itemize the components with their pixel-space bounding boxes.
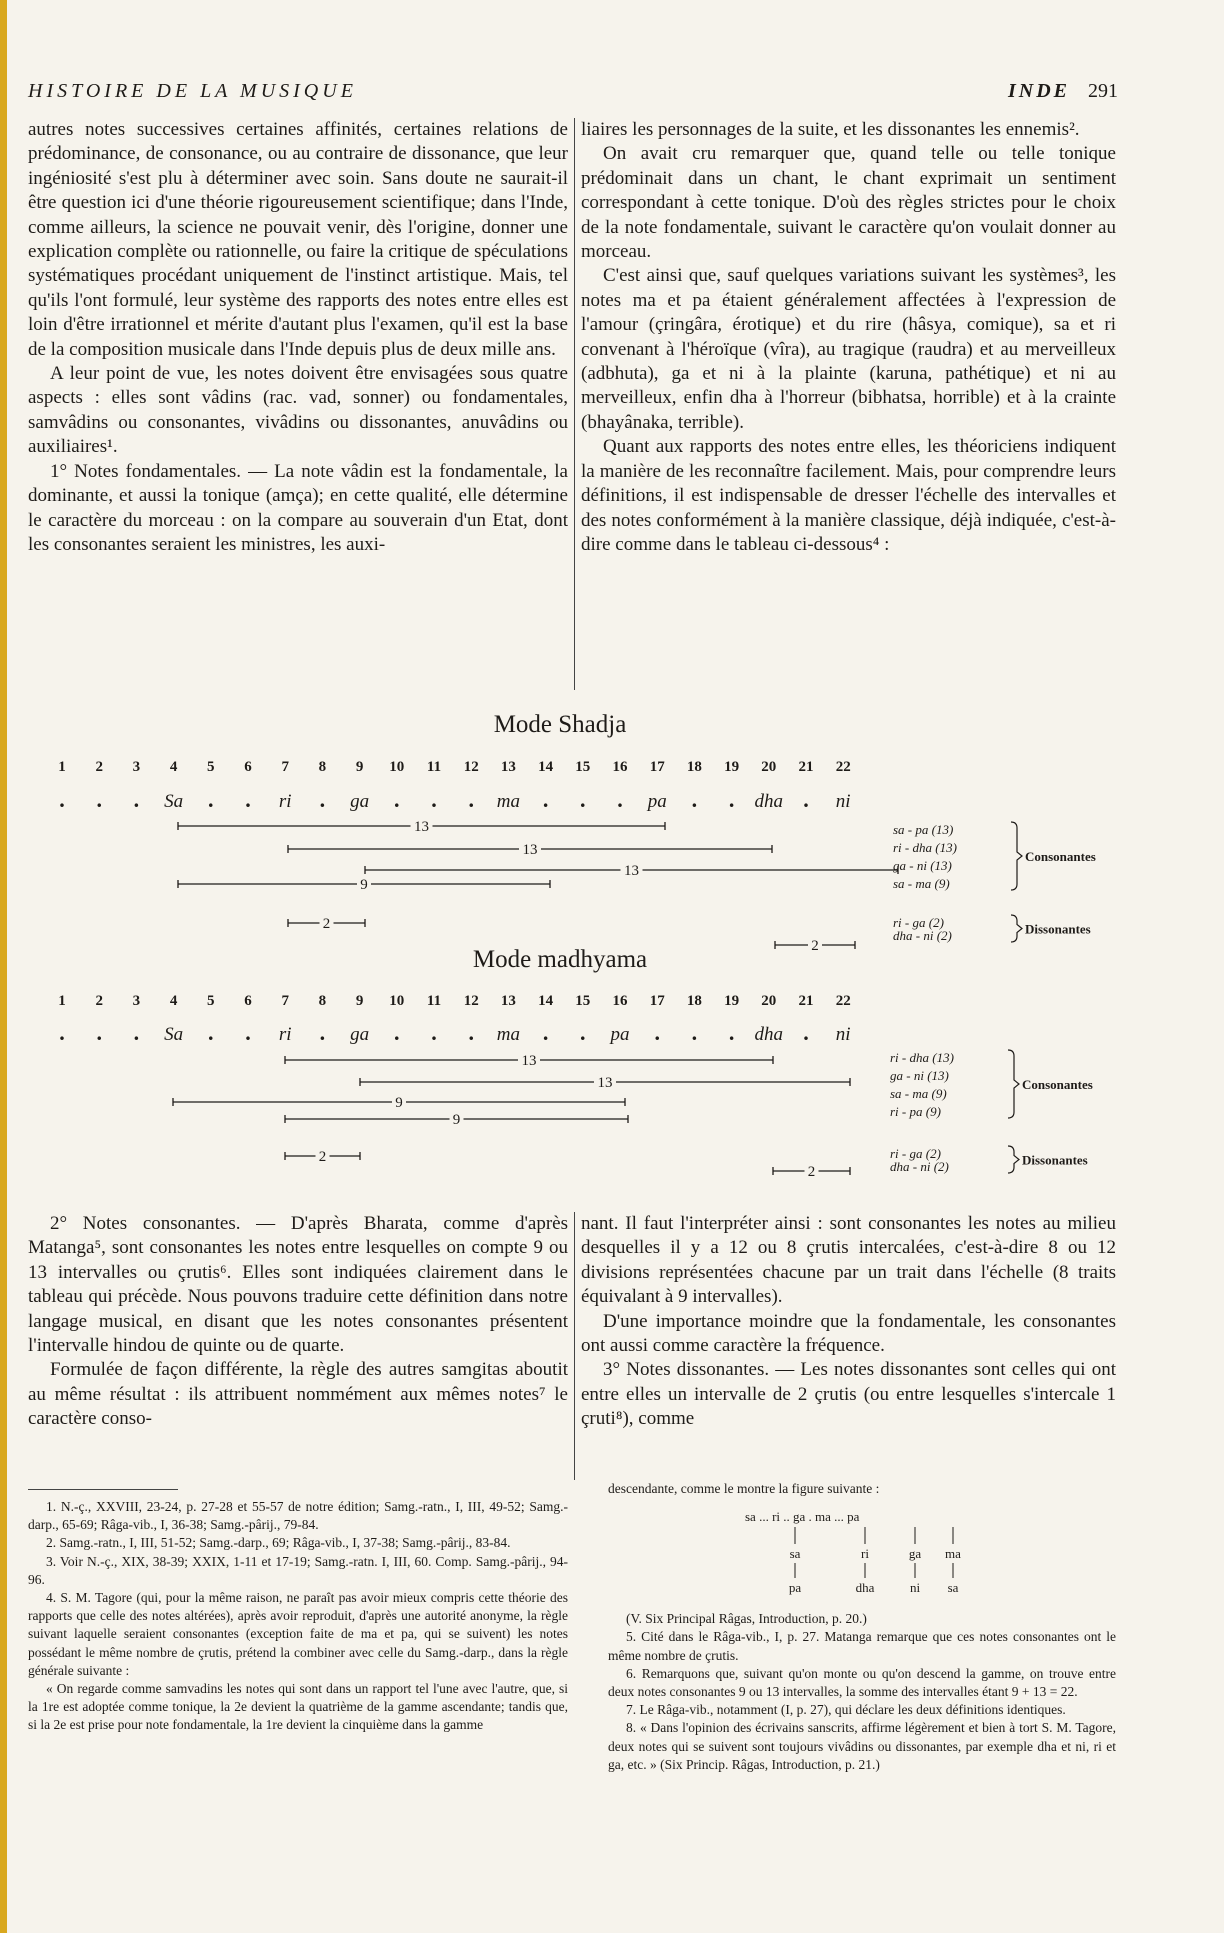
mode1-notes [59, 787, 850, 812]
scale-dot: . [319, 1020, 326, 1045]
interval-label: 2 [322, 916, 331, 932]
note-pair: sa - pa (13) [893, 822, 954, 837]
mini-scale-figure [745, 1508, 975, 1596]
note-pair: ri - pa (9) [890, 1104, 941, 1119]
scale-dot: . [96, 787, 102, 812]
note-pair: ga - ni (13) [890, 1068, 949, 1083]
mini-note: sa [789, 1546, 801, 1561]
scale-number: 18 [686, 759, 702, 775]
mode2-numbers [58, 993, 850, 1009]
scale-number: 1 [58, 993, 66, 1009]
scale-number: 22 [835, 993, 851, 1009]
pair-group-label: Dissonantes [1022, 1152, 1088, 1168]
paragraph: 2° Notes consonantes. — D'après Bharata, comme d'après Matanga⁵, sont consonantes les notes entre lesquelles on compte 9 ou 13 intervalles ou çrutis⁶. Elles sont indiquées clairement dans le tableau qui précède. Nous pouvons traduire cette définition dans notre langage musical, en disant que les notes consonantes présentent l'intervalle hindou de quinte ou de quarte. [28, 1213, 568, 1357]
scale-dot: . [580, 1020, 586, 1045]
mode1-interval-lines [178, 817, 898, 954]
scale-number: 12 [463, 759, 479, 775]
footnote: 6. Remarquons que, suivant qu'on monte ou qu'on descend la gamme, on trouve entre deux notes consonantes 9 ou 13 intervalles, la somme des intervalles étant 9 + 13 = 22. [608, 1665, 1116, 1700]
note-pair: ri - dha (13) [890, 1050, 954, 1065]
footnote: 4. S. M. Tagore (qui, pour la même raison, ne paraît pas avoir mieux compris cette théorie des rapports que celle des notes altérées), après avoir reproduit, d'après une autorité anonyme, la règle suivant laquelle seraient consonantes (exception faite de ma et pa, qui se suivent) les notes possédant le même nombre de çrutis, prétend la combiner avec celle du Samg.-darp., dans la règle générale suivante : [28, 1590, 568, 1678]
pair-group-label: Consonantes [1025, 849, 1096, 864]
pair-group-label: Consonantes [1022, 1077, 1093, 1092]
mini-note: pa [788, 1580, 802, 1595]
mini-bottom-row [789, 1580, 959, 1595]
scale-number: 9 [355, 759, 364, 775]
note-pair: sa - ma (9) [893, 876, 950, 891]
footnotes-left [28, 1498, 568, 1735]
column-rule [574, 118, 575, 690]
scale-dot: . [245, 787, 251, 812]
scale-number: 16 [612, 759, 628, 775]
scale-note: ni [835, 791, 851, 812]
scale-dot: . [208, 787, 214, 812]
footnote: 1. N.-ç., XXVIII, 23-24, p. 27-28 et 55-57 de notre édition; Samg.-ratn., I, III, 49-52; Samg.-darp., 65-69; Râga-vib., I, 36-38; Samg.-pârij., 79-84. [28, 1499, 568, 1533]
mode1-pairs [893, 822, 1096, 943]
note-pair: dha - ni (2) [893, 928, 952, 943]
scale-number: 17 [649, 759, 665, 775]
scale-dot: . [728, 1020, 735, 1045]
interval-label: 13 [414, 819, 429, 835]
scale-note: ga [350, 1024, 370, 1045]
scale-number: 4 [169, 993, 178, 1009]
paragraph: autres notes successives certaines affinités, certaines relations de prédominance, de consonance, ou au contraire de dissonance, que leur ingéniosité s'est plu à déterminer avec soin. Sans doute ne saurait-il être question ici d'une théorie rigoureusement scientifique; dans l'Inde, comme ailleurs, la science ne pouvait venir, dès l'origine, donner une explication complète ou rationnelle, ou faire la critique de spéculations systématiques procédant uniquement de l'instinct artistique. Mais, tel qu'ils l'ont formulé, leur système des rapports des notes entre elles est loin d'être irrationnel et mérite d'autant plus l'examen, qu'il est la base de la composition musicale dans l'Inde depuis plus de deux mille ans. [28, 119, 568, 360]
scale-number: 20 [761, 759, 777, 775]
footnote: 2. Samg.-ratn., I, III, 51-52; Samg.-darp., 69; Râga-vib., I, 37-38; Samg.-pârij., 83-84. [46, 1535, 511, 1551]
mode2-interval-lines [173, 1051, 850, 1180]
scale-note: ni [835, 1024, 851, 1045]
scale-dot: . [691, 1020, 698, 1045]
scale-note: dha [754, 791, 784, 812]
footnote: 3. Voir N.-ç., XIX, 38-39; XXIX, 1-11 et 17-19; Samg.-ratn. I, III, 60. Comp. Samg.-pârij., 94-96. [28, 1553, 568, 1587]
scale-number: 20 [761, 993, 777, 1009]
brace [1008, 1050, 1019, 1118]
left-column [28, 118, 568, 557]
mini-note: sa [947, 1580, 959, 1595]
scale-dot: . [580, 787, 586, 812]
mode-madhyama-title: Mode madhyama [472, 946, 648, 973]
scale-number: 21 [798, 993, 814, 1009]
scale-number: 7 [281, 993, 289, 1009]
scale-number: 14 [538, 759, 554, 775]
scale-number: 13 [500, 993, 516, 1009]
paragraph: Quant aux rapports des notes entre elles, les théoriciens indiquent la manière de les reconnaître facilement. Mais, pour comprendre leurs définitions, il est indispensable de dresser l'échelle des intervalles et des notes conformément à la manière classique, déjà indiquée, c'est-à-dire comme dans le tableau ci-dessous⁴ : [581, 436, 1116, 555]
scale-number: 1 [58, 759, 66, 775]
scale-number: 4 [169, 759, 178, 775]
footnote: « On regarde comme samvadins les notes qui sont dans un rapport tel l'une avec l'autre, que, si la 1re est adoptée comme tonique, la 2e devient la quatrième de la gamme ascendante; tandis que, si la 2e est prise pour note fondamentale, la 1re devient la cinquième dans la gamme [28, 1681, 568, 1733]
paragraph: nant. Il faut l'interpréter ainsi : sont consonantes les notes au milieu desquelles il y a 12 ou 8 çrutis intercalées, c'est-à-dire 8 ou 12 divisions représentées chacune par un trait dans l'échelle (8 traits équivalant à 9 intervalles). [581, 1213, 1116, 1308]
scale-dot: . [654, 1020, 660, 1045]
scale-note: dha [754, 1024, 784, 1045]
scale-number: 17 [649, 993, 665, 1009]
scale-number: 16 [612, 993, 628, 1009]
interval-label: 13 [624, 863, 639, 879]
scale-number: 12 [463, 993, 479, 1009]
pair-group-label: Dissonantes [1025, 921, 1091, 937]
scale-note: Sa [164, 1024, 184, 1045]
note-pair: ri - dha (13) [893, 840, 957, 855]
scale-number: 18 [686, 993, 702, 1009]
interval-label: 2 [807, 1164, 816, 1180]
scale-number: 5 [207, 759, 215, 775]
lower-left-column [28, 1212, 568, 1432]
note-pair: dha - ni (2) [890, 1159, 949, 1174]
brace [1011, 822, 1022, 890]
footnote-continuation: descendante, comme le montre la figure suivante : [608, 1481, 880, 1496]
scale-dot: . [542, 787, 549, 812]
brace [1011, 915, 1022, 942]
interval-label: 13 [597, 1075, 613, 1091]
mini-middle-row [790, 1546, 962, 1561]
note-pair: sa - ma (9) [890, 1086, 947, 1101]
scale-note: pa [647, 791, 667, 812]
footnote-rule [28, 1489, 178, 1490]
paragraph: On avait cru remarquer que, quand telle ou telle tonique prédominait dans un chant, le chant exprimait un sentiment correspondant à cette tonique. D'où des règles strictes pour le choix de la note fondamentale, suivant le caractère qu'on voulait donner au morceau. [581, 143, 1116, 263]
scale-dot: . [468, 1020, 474, 1045]
note-pair: ri - ga (2) [893, 915, 944, 930]
scale-dot: . [133, 1020, 140, 1045]
scale-dot: . [431, 787, 437, 812]
scale-number: 22 [835, 759, 851, 775]
column-rule-lower [574, 1212, 575, 1480]
paragraph: A leur point de vue, les notes doivent être envisagées sous quatre aspects : elles sont vâdins (rac. vad, sonner) ou fondamentales, samvâdins ou consonantes, vivâdins ou dissonantes, anuvâdins ou auxiliaires¹. [28, 363, 568, 458]
paragraph: 3° Notes dissonantes. — Les notes dissonantes sont celles qui ont entre elles un intervalle de 2 çrutis (ou entre lesquelles s'intercale 1 çruti⁸), comme [581, 1359, 1116, 1430]
interval-label: 13 [521, 1053, 537, 1069]
scale-number: 6 [244, 759, 252, 775]
scale-number: 11 [426, 993, 442, 1009]
scale-dot: . [803, 787, 809, 812]
note-pair: ga - ni (13) [893, 858, 952, 873]
brace [1008, 1146, 1019, 1173]
interval-label: 9 [395, 1095, 403, 1111]
scale-dot: . [542, 1020, 549, 1045]
scale-number: 13 [500, 759, 516, 775]
header-title: HISTOIRE DE LA MUSIQUE [28, 80, 357, 102]
scale-number: 2 [95, 993, 103, 1009]
interval-label: 9 [452, 1112, 461, 1128]
scale-dot: . [431, 1020, 437, 1045]
scale-number: 19 [724, 759, 740, 775]
scale-number: 10 [389, 759, 405, 775]
scale-dot: . [394, 1020, 400, 1045]
scale-dot: . [59, 787, 65, 812]
mode1-numbers [58, 759, 850, 775]
interval-label: 2 [811, 938, 819, 954]
mode2-pairs [890, 1050, 1093, 1174]
scale-dot: . [245, 1020, 251, 1045]
scale-number: 3 [132, 759, 141, 775]
footnote: 7. Le Râga-vib., notamment (I, p. 27), qui déclare les deux définitions identiques. [626, 1702, 1066, 1718]
page-number: 291 [1088, 80, 1118, 102]
scale-number: 3 [132, 993, 141, 1009]
mini-note: dha [855, 1580, 875, 1595]
mini-note: ni [909, 1580, 921, 1595]
scale-note: ri [278, 791, 292, 812]
footnote: 5. Cité dans le Râga-vib., I, p. 27. Matanga remarque que ces notes consonantes ont le même nombre de çrutis. [608, 1629, 1116, 1663]
scale-dot: . [691, 787, 698, 812]
scale-note: ga [350, 791, 370, 812]
scale-note: ma [496, 791, 521, 812]
scale-number: 5 [207, 993, 215, 1009]
scale-number: 11 [426, 759, 442, 775]
running-header [28, 80, 1118, 108]
mode2-notes [59, 1020, 850, 1045]
scale-dot: . [208, 1020, 214, 1045]
mini-note: ri [861, 1546, 869, 1561]
interval-label: 9 [360, 877, 368, 893]
paragraph: liaires les personnages de la suite, et les dissonantes les ennemis². [581, 119, 1080, 140]
header-right [1008, 80, 1118, 103]
scale-dot: . [59, 1020, 65, 1045]
footnote: (V. Six Principal Râgas, Introduction, p. 20.) [626, 1611, 867, 1627]
header-section: INDE [1007, 80, 1070, 102]
scale-dot: . [468, 787, 474, 812]
scale-dot: . [803, 1020, 809, 1045]
scale-note: pa [610, 1024, 630, 1045]
scale-dot: . [133, 787, 140, 812]
scale-dot: . [394, 787, 400, 812]
scale-number: 8 [318, 993, 327, 1009]
paragraph: 1° Notes fondamentales. — La note vâdin est la fondamentale, la dominante, et aussi la tonique (amça); en cette qualité, elle détermine le caractère du morceau : on la compare au souverain d'un Etat, dont les consonantes seraient les ministres, les auxi- [28, 460, 568, 555]
scale-dot: . [96, 1020, 102, 1045]
scale-note: ri [278, 1024, 292, 1045]
scale-number: 15 [575, 759, 591, 775]
scale-dot: . [617, 787, 623, 812]
paragraph: C'est ainsi que, sauf quelques variations suivant les systèmes³, les notes ma et pa étaient généralement affectées à l'expression de l'amour (çringâra, érotique) et du rire (hâsya, comique), sa et ri convenant à l'héroïque (vîra), au tragique (raudra) et au merveilleux (adbhuta), ga et ni à la plainte (karuna, pathétique) et ni au merveilleux, enfin dha à l'horreur (bibhatsa, horrible) et à la crainte (bhayânaka, terrible). [581, 265, 1116, 433]
scale-note: ma [496, 1024, 521, 1045]
scale-number: 7 [281, 759, 289, 775]
scale-number: 9 [355, 993, 364, 1009]
right-column [581, 118, 1116, 557]
scale-dot: . [319, 787, 326, 812]
scale-number: 10 [389, 993, 405, 1009]
scale-note: Sa [164, 791, 184, 812]
paragraph: Formulée de façon différente, la règle des autres samgitas aboutit au même résultat : ils attribuent nommément aux mêmes notes⁷ le caractère conso- [28, 1359, 568, 1430]
scale-number: 8 [318, 759, 327, 775]
mini-connectors [795, 1527, 953, 1578]
interval-label: 2 [318, 1149, 327, 1165]
footnote: 8. « Dans l'opinion des écrivains sanscrits, affirme légèrement et bien à tort S. M. Tagore, deux notes qui se suivent sont toujours vivâdins ou dissonantes, par exemple dha et ni, ri et ga, etc. » (Six Princip. Râgas, Introduction, p. 21.) [608, 1720, 1116, 1772]
lower-right-column [581, 1212, 1116, 1432]
mode-shadja-title: Mode Shadja [493, 711, 627, 738]
scale-number: 6 [244, 993, 252, 1009]
scale-number: 21 [798, 759, 814, 775]
paragraph: D'une importance moindre que la fondamentale, les consonantes ont aussi comme caractère la fréquence. [581, 1310, 1116, 1357]
mini-note: ga [908, 1546, 922, 1561]
interval-diagram [0, 705, 1224, 1205]
note-pair: ri - ga (2) [890, 1146, 941, 1161]
mini-top-line: sa ... ri .. ga . ma ... pa [745, 1509, 860, 1524]
scale-dot: . [728, 787, 735, 812]
scale-number: 2 [95, 759, 103, 775]
scale-number: 14 [538, 993, 554, 1009]
interval-label: 13 [522, 842, 538, 858]
scale-number: 19 [724, 993, 740, 1009]
scale-number: 15 [575, 993, 591, 1009]
mini-note: ma [945, 1546, 961, 1561]
